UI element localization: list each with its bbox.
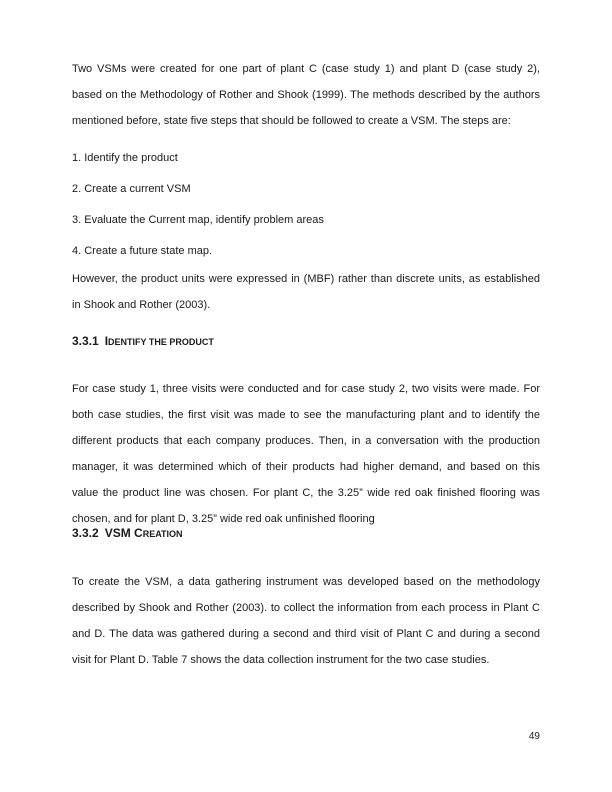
step-item: 4. Create a future state map. bbox=[72, 245, 213, 257]
section-title-initial: VSM C bbox=[104, 526, 143, 540]
section-number: 3.3.2 bbox=[72, 526, 99, 540]
section-number: 3.3.1 bbox=[72, 334, 99, 348]
step-item: 3. Evaluate the Current map, identify problem areas bbox=[72, 214, 324, 226]
paragraph-identify-product: For case study 1, three visits were conducted and for case study 2, two visits were made. For both case studies, the first visit was made to see the manufacturing plant and to identify the different products that each company produces. Then, in a conversation with the production manager, it was determined which of their products had higher demand, and based on this value the product line was chosen. For plant C, the 3.25” wide red oak finished flooring was chosen, and for plant D, 3.25” wide red oak unfinished flooring bbox=[72, 383, 540, 525]
intro-paragraph: Two VSMs were created for one part of plant C (case study 1) and plant D (case study 2), based on the Methodology of Rother and Shook (1999). The methods described by the authors mentioned before, state five steps that should be followed to create a VSM. The steps are: bbox=[72, 63, 540, 127]
step-item: 1. Identify the product bbox=[72, 152, 178, 164]
section-heading-3-3-2 bbox=[72, 526, 183, 540]
step-item: 2. Create a current VSM bbox=[72, 183, 191, 195]
page-number: 49 bbox=[528, 731, 540, 742]
section-title-rest: DENTIFY THE PRODUCT bbox=[108, 337, 214, 347]
section-heading-3-3-1 bbox=[72, 334, 214, 348]
paragraph-vsm-creation: To create the VSM, a data gathering instrument was developed based on the methodology described by Shook and Rother (2003). to collect the information from each process in Plant C and D. The data was gathered during a second and third visit of Plant C and during a second visit for Plant D. Table 7 shows the data collection instrument for the two case studies. bbox=[72, 576, 540, 666]
section-title-initial: I bbox=[104, 334, 109, 348]
however-paragraph: However, the product units were expressed in (MBF) rather than discrete units, as established in Shook and Rother (2003). bbox=[72, 273, 540, 311]
section-title-rest: REATION bbox=[142, 529, 183, 539]
